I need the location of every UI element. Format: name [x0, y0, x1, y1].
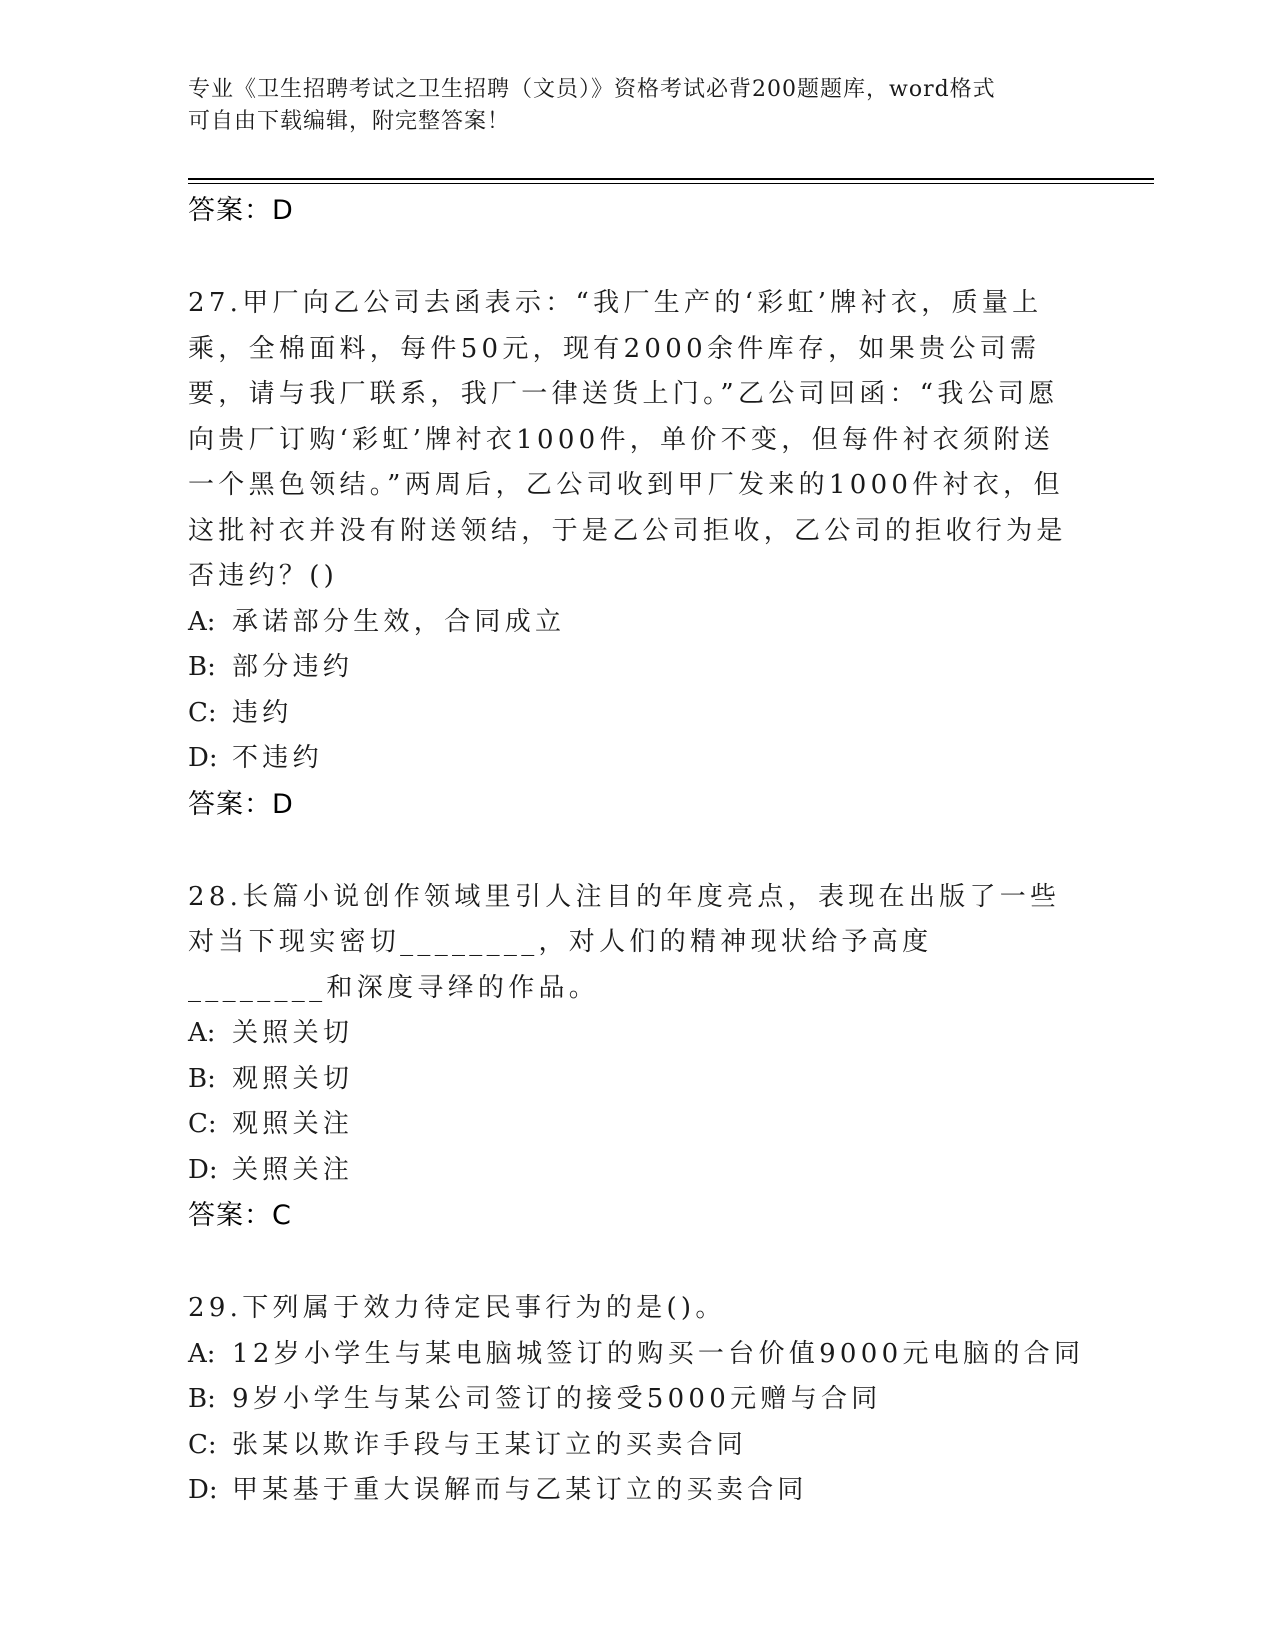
question-block-27	[188, 281, 1088, 828]
header-line-2: 可自由下载编辑，附完整答案！	[188, 109, 511, 134]
option-b	[188, 645, 1088, 691]
option-letter: B:	[188, 1384, 216, 1414]
option-letter: C:	[188, 1429, 217, 1460]
answer-line: 答案：D	[188, 788, 294, 820]
option-text: 不违约	[232, 743, 323, 773]
header-divider-thin	[188, 183, 1154, 184]
option-text: 观照关切	[232, 1063, 354, 1094]
answer-line: 答案：D	[188, 195, 294, 226]
option-letter: A:	[188, 606, 216, 637]
option-text: 承诺部分生效，合同成立	[232, 606, 566, 637]
option-a	[188, 1332, 1088, 1378]
option-letter: A:	[188, 1338, 216, 1369]
option-text: 张某以欺诈手段与王某订立的买卖合同	[232, 1429, 748, 1460]
option-d	[188, 736, 1088, 782]
option-letter: D:	[188, 1154, 218, 1185]
option-letter: D:	[188, 1475, 218, 1505]
option-letter: B:	[188, 1063, 216, 1094]
option-b	[188, 1057, 1088, 1103]
option-b	[188, 1377, 1088, 1423]
header-line-1: 专业《卫生招聘考试之卫生招聘（文员）》资格考试必背200题题库，word格式	[188, 77, 996, 102]
option-letter: C:	[188, 697, 217, 728]
option-letter: C:	[188, 1109, 217, 1139]
option-a	[188, 600, 1088, 646]
option-letter: B:	[188, 652, 216, 682]
option-text: 12岁小学生与某电脑城签订的购买一台价值9000元电脑的合同	[232, 1338, 1085, 1369]
option-c	[188, 1423, 1088, 1469]
option-text: 9岁小学生与某公司签订的接受5000元赠与合同	[232, 1384, 882, 1414]
question-text: 29.下列属于效力待定民事行为的是()。	[188, 1293, 726, 1323]
option-text: 甲某基于重大误解而与乙某订立的买卖合同	[232, 1475, 808, 1505]
document-header	[188, 74, 1088, 138]
option-letter: A:	[188, 1018, 216, 1048]
option-text: 关照关切	[232, 1018, 354, 1048]
option-d	[188, 1148, 1088, 1194]
option-c	[188, 691, 1088, 737]
option-d	[188, 1468, 1088, 1514]
option-text: 部分违约	[232, 652, 354, 682]
header-divider-thick	[188, 178, 1154, 180]
option-a	[188, 1011, 1088, 1057]
option-text: 关照关注	[232, 1154, 354, 1185]
option-text: 观照关注	[232, 1109, 354, 1139]
option-letter: D:	[188, 743, 218, 773]
question-block-29	[188, 1286, 1088, 1514]
document-body	[188, 188, 1088, 1514]
question-block-28	[188, 875, 1088, 1240]
question-text: 28.长篇小说创作领域里引人注目的年度亮点，表现在出版了一些对当下现实密切________，对人们的精神现状给予高度________和深度寻绎的作品。	[188, 881, 1061, 1003]
question-text: 27.甲厂向乙公司去函表示：“我厂生产的‘彩虹’牌衬衣，质量上乘，全棉面料，每件50元，现有2000余件库存，如果贵公司需要，请与我厂联系，我厂一律送货上门。”乙公司回函：“我公司愿向贵厂订购‘彩虹’牌衬衣1000件，单价不变，但每件衬衣须附送一个黑色领结。”两周后，乙公司收到甲厂发来的1000件衬衣，但这批衬衣并没有附送领结，于是乙公司拒收，乙公司的拒收行为是否违约？()	[188, 288, 1067, 591]
answer-line: 答案：C	[188, 1200, 292, 1231]
option-c	[188, 1102, 1088, 1148]
option-text: 违约	[232, 697, 293, 728]
